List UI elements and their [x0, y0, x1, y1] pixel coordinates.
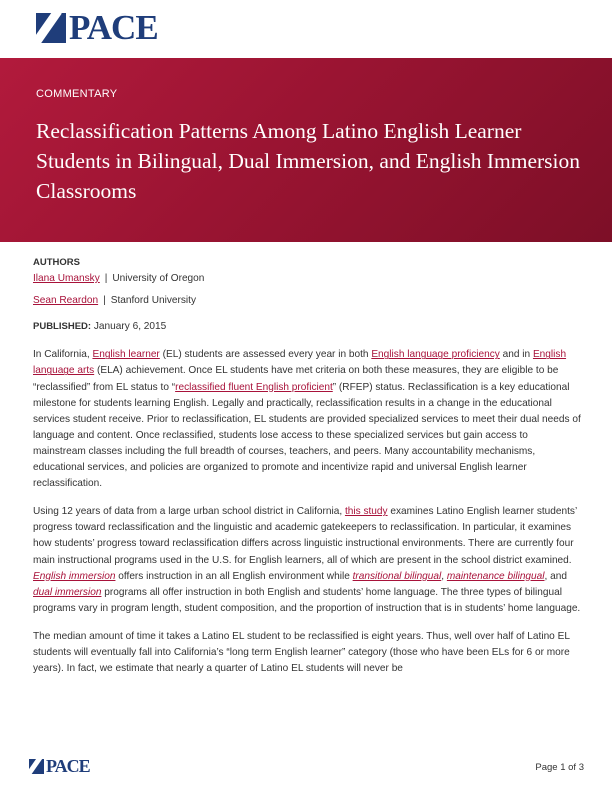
author-affiliation: Stanford University	[110, 295, 197, 307]
link-dual-immersion[interactable]: dual immersion	[33, 586, 102, 598]
link-english-language-arts[interactable]: English language arts	[33, 349, 567, 377]
link-this-study[interactable]: this study	[344, 506, 388, 518]
page-number: Page 1 of 3	[535, 762, 584, 773]
pace-logo-icon	[36, 13, 66, 43]
pace-logo-icon	[29, 759, 44, 774]
text-run: Using 12 years of data from a large urban school district in California,	[33, 506, 345, 518]
text-run: ” (RFEP) status. Reclassification is a key educational milestone for students learning English. Legally and practically, reclassification results in a change in the educational services student receive. Prior to reclassification, EL students are provided specialized services to meet their dual needs of language and content. Once reclassified, students lose access to these specialized services but gain access to mainstream classes including the full breadth of courses, teachers, and peers. Many accountability mechanisms, educational services, and policies are organized to promote and incentivize rapid and universal English learner reclassification.	[33, 381, 581, 490]
author-separator: |	[104, 273, 108, 285]
text-run: offers instruction in an all English environment while	[115, 570, 353, 582]
author-link-umansky[interactable]: Ilana Umansky	[33, 273, 100, 285]
published-line	[33, 319, 581, 335]
title-banner	[0, 58, 612, 242]
link-english-language-proficiency[interactable]: English language proficiency	[371, 349, 500, 361]
published-label: PUBLISHED:	[33, 321, 92, 333]
authors-label: AUTHORS	[33, 257, 80, 268]
text-run: programs all offer instruction in both English and students’ home language. The three types of bilingual programs vary in program length, student composition, and the proportion of instruction that is in students’ home language.	[33, 586, 581, 614]
text-run: , and	[544, 570, 567, 582]
link-transitional-bilingual[interactable]: transitional bilingual	[352, 570, 442, 582]
page-title: Reclassification Patterns Among Latino English Learner Students in Bilingual, Dual Immersion, and English Immersion Classrooms	[36, 119, 581, 203]
paragraph-1	[33, 347, 581, 492]
text-run: The median amount of time it takes a Latino EL student to be reclassified is eight years. Thus, well over half of Latino EL students will eventually fall into California’s “long term English learner” category (those who have been ELs for 6 or more years). In fact, we estimate that nearly a quarter of Latino EL students will never be	[33, 630, 570, 675]
article-body	[33, 255, 581, 677]
link-maintenance-bilingual[interactable]: maintenance bilingual	[446, 570, 545, 582]
author-separator: |	[103, 295, 106, 307]
category-label: COMMENTARY	[36, 88, 118, 100]
text-run: ,	[441, 570, 447, 582]
link-english-immersion[interactable]: English immersion	[33, 570, 116, 582]
author-link-reardon[interactable]: Sean Reardon	[33, 295, 99, 307]
top-bar	[0, 0, 612, 58]
footer-logo-text: PACE	[46, 756, 90, 776]
link-english-learner[interactable]: English learner	[92, 349, 160, 361]
text-run: and in	[499, 349, 533, 361]
link-rfep[interactable]: reclassified fluent English proficient	[175, 381, 333, 393]
text-run: (ELA) achievement. Once EL students have met criteria on both these measures, they are eligible to be “reclassified” from EL status to “	[33, 365, 559, 393]
page-footer	[0, 752, 612, 792]
author-line	[33, 293, 581, 309]
text-run: (EL) students are assessed every year in both	[159, 349, 372, 361]
pace-logo-text: PACE	[69, 8, 158, 47]
author-affiliation: University of Oregon	[112, 273, 205, 285]
text-run: examines Latino English learner students’ progress toward reclassification and the linguistic and academic gatekeepers to reclassification. In particular, it examines how students’ progress toward reclassification differs across linguistic instructional environments. There are currently four main instructional programs used in the U.S. for English learners, all of which are present in the school district examined.	[33, 506, 577, 566]
published-date: January 6, 2015	[93, 321, 167, 333]
author-line	[33, 271, 581, 287]
paragraph-3	[33, 629, 581, 677]
pace-logo[interactable]	[36, 8, 158, 47]
text-run: In California,	[33, 349, 93, 361]
footer-logo[interactable]	[29, 758, 90, 774]
paragraph-2	[33, 504, 581, 617]
